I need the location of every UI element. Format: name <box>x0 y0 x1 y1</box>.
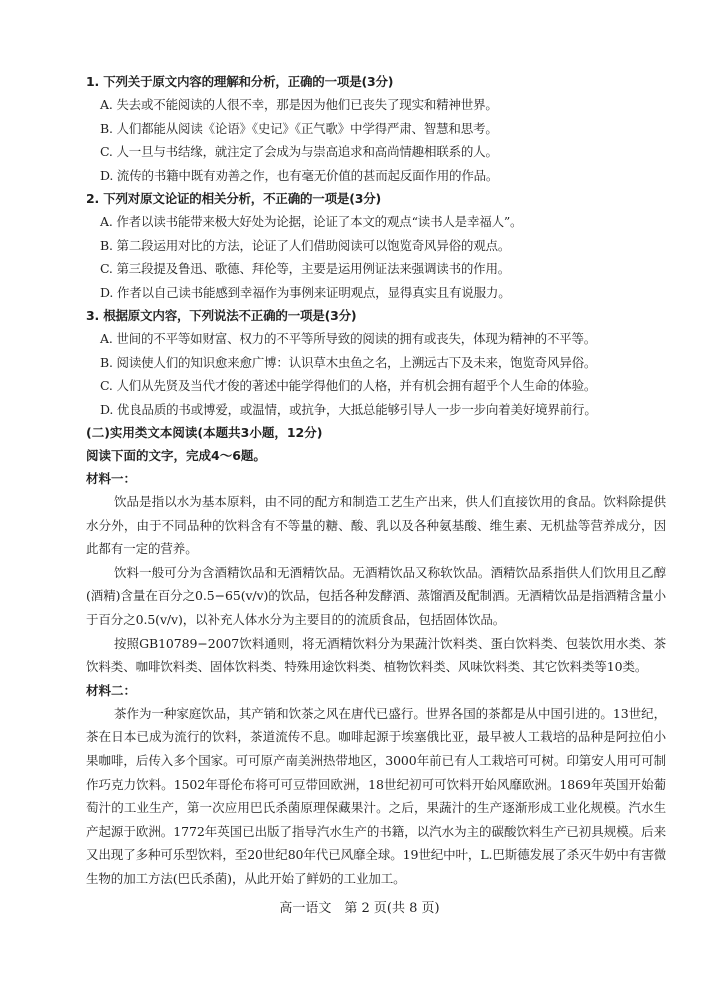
question-3 <box>86 304 666 421</box>
reading-instruction: 阅读下面的文字，完成4～6题。 <box>86 448 266 463</box>
material-2-label: 材料二： <box>86 682 137 698</box>
option-b: B. 人们都能从阅读《论语》《史记》《正气歌》中学得严肃、智慧和思考。 <box>100 120 498 136</box>
material-1-paragraph: 饮品是指以水为基本原料，由不同的配方和制造工艺生产出来，供人们直接饮用的食品。饮料除提供水分外，由于不同品种的饮料含有不等量的糖、酸、乳以及各种氨基酸、维生素、无机盐等营养成分，因此都有一定的营养。 <box>86 494 666 557</box>
option-c: C. 第三段提及鲁迅、歌德、拜伦等，主要是运用例证法来强调读书的作用。 <box>100 261 511 276</box>
material-2-paragraph: 茶作为一种家庭饮品，其产销和饮茶之风在唐代已盛行。世界各国的茶都是从中国引进的。13世纪，茶在日本已成为流行的饮料，茶道流传不息。咖啡起源于埃塞俄比亚，最早被人工栽培的品种是阿拉伯小果咖啡，后传入多个国家。可可原产南美洲热带地区，3000年前已有人工栽培可可树。印第安人用可可制作巧克力饮料。1502年哥伦布将可可豆带回欧洲，18世纪初可可饮料开始风靡欧洲。1869年英国开始葡萄汁的工业生产，第一次应用巴氏杀菌原理保藏果汁。之后，果蔬汁的生产逐渐形成工业化规模。汽水生产起源于欧洲。1772年英国已出版了指导汽水生产的书籍，以汽水为主的碳酸饮料生产已初具规模。后来又出现了多种可乐型饮料，至20世纪80年代已风靡全球。19世纪中叶，L.巴斯德发展了杀灭牛奶中有害微生物的加工方法(巴氏杀菌)，从此开始了鲜奶的工业加工。 <box>86 705 666 886</box>
option-b: B. 第二段运用对比的方法，论证了人们借助阅读可以饱览奇风异俗的观点。 <box>100 237 511 253</box>
material-1-label: 材料一： <box>86 471 137 486</box>
question-stem: 1. 下列关于原文内容的理解和分析，正确的一项是(3分) <box>86 74 394 89</box>
option-b: B. 阅读使人们的知识愈来愈广博：认识草木虫鱼之名，上溯远古下及未来，饱览奇风异俗。 <box>100 354 597 370</box>
question-2 <box>86 187 666 304</box>
option-d: D. 优良品质的书或博爱，或温情，或抗争，大抵总能够引导人一步一步向着美好境界前行。 <box>100 401 597 417</box>
option-a: A. 世间的不平等如财富、权力的不平等所导致的阅读的拥有或丧失，体现为精神的不平等。 <box>100 331 597 346</box>
option-a: A. 作者以读书能带来极大好处为论据，论证了本文的观点“读书人是幸福人”。 <box>100 214 523 229</box>
option-a: A. 失去或不能阅读的人很不幸，那是因为他们已丧失了现实和精神世界。 <box>100 97 498 112</box>
question-stem: 3. 根据原文内容，下列说法不正确的一项是(3分) <box>86 308 357 323</box>
question-stem: 2. 下列对原文论证的相关分析，不正确的一项是(3分) <box>86 191 382 206</box>
option-c: C. 人们从先贤及当代才俊的著述中能学得他们的人格，并有机会拥有超乎个人生命的体验。 <box>100 378 597 393</box>
section-title: (二)实用类文本阅读(本题共3小题，12分) <box>86 425 323 440</box>
question-1 <box>86 70 666 187</box>
option-d: D. 流传的书籍中既有劝善之作，也有毫无价值的甚而起反面作用的作品。 <box>100 167 499 183</box>
option-c: C. 人一旦与书结缘，就注定了会成为与崇高追求和高尚情趣相联系的人。 <box>100 144 498 159</box>
page-footer: 高一语文 第 2 页(共 8 页) <box>279 901 440 916</box>
material-1-paragraph: 按照GB10789−2007饮料通则，将无酒精饮料分为果蔬汁饮料类、蛋白饮料类、包装饮用水类、茶饮料类、咖啡饮料类、固体饮料类、特殊用途饮料类、植物饮料类、风味饮料类、其它饮料类等10类。 <box>86 635 666 675</box>
option-d: D. 作者以自己读书能感到幸福作为事例来证明观点，显得真实且有说服力。 <box>100 284 511 300</box>
page-content <box>86 70 666 891</box>
material-1-paragraph: 饮料一般可分为含酒精饮品和无酒精饮品。无酒精饮品又称软饮品。酒精饮品系指供人们饮用且乙醇(酒精)含量在百分之0.5−65(v/v)的饮品，包括各种发酵酒、蒸馏酒及配制酒。无酒精饮品是指酒精含量小于百分之0.5(v/v)，以补充人体水分为主要目的的流质食品，包括固体饮品。 <box>86 564 666 627</box>
